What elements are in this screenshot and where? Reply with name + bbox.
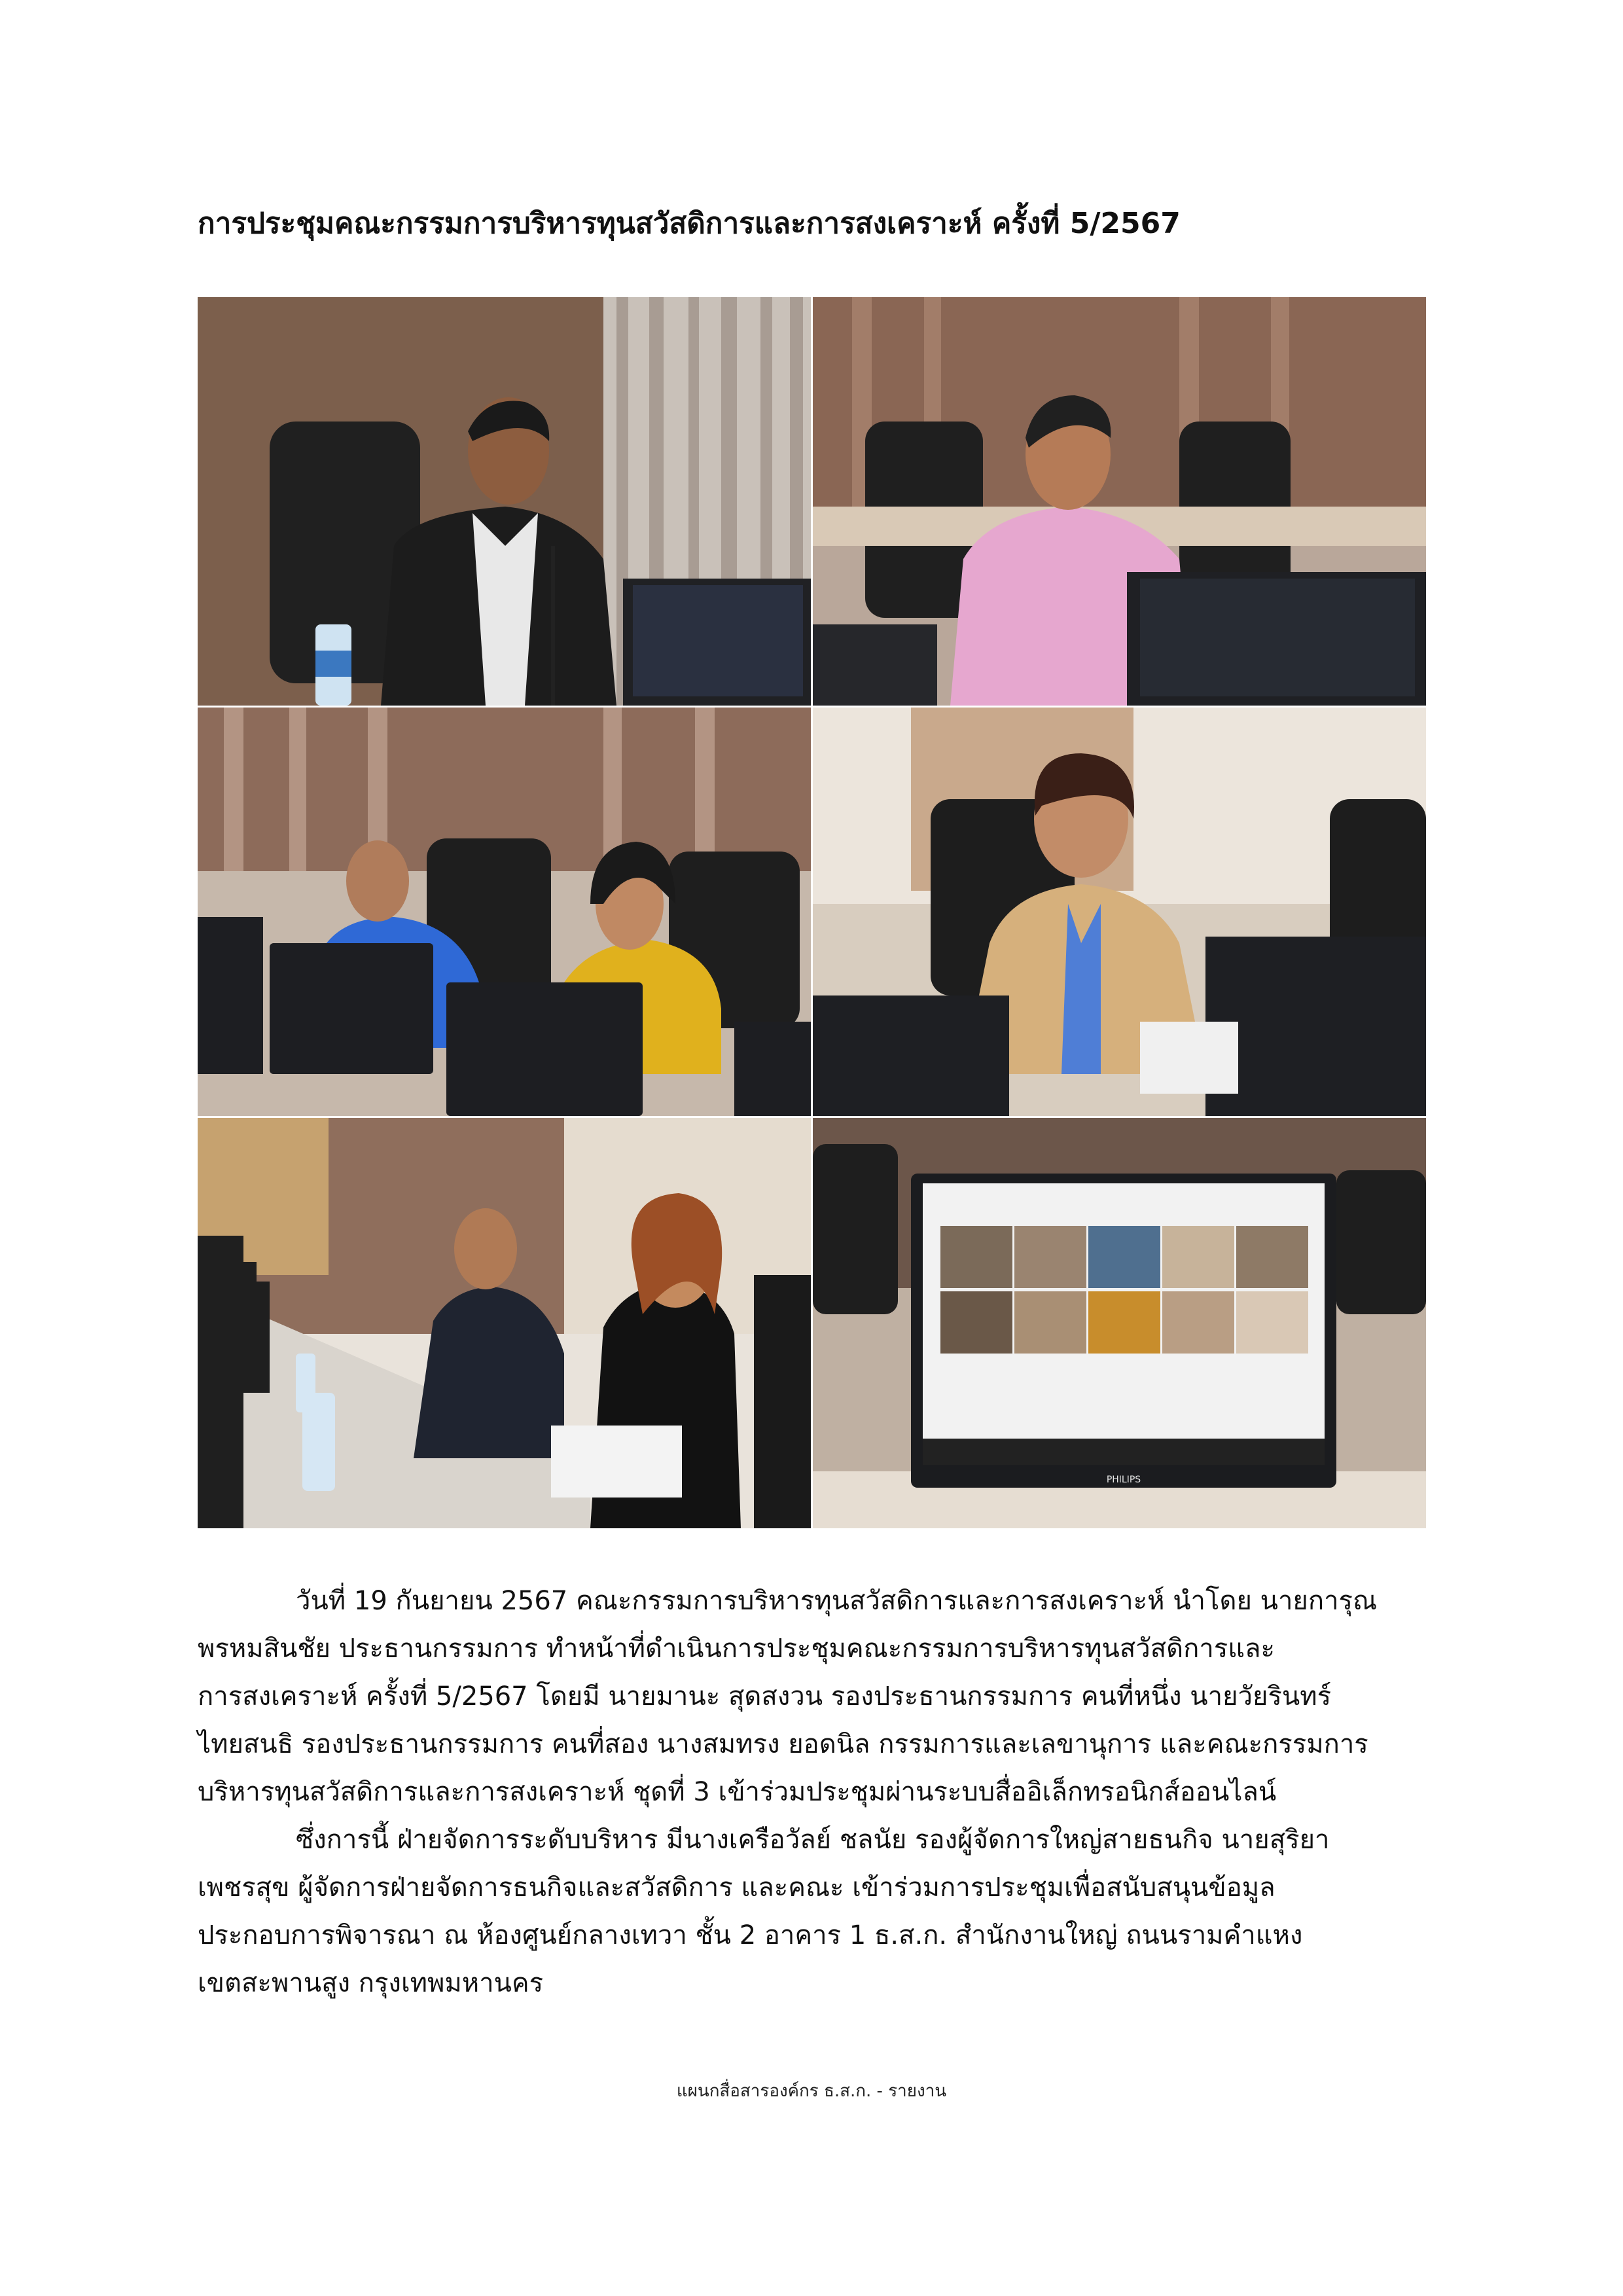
paragraph-2: [198, 1816, 1425, 2007]
paragraph-2-line: ซึ่งการนี้ ฝ่ายจัดการระดับบริหาร มีนางเครือวัลย์ ชลนัย รองผู้จัดการใหญ่สายธนกิจ นายสุริยา: [296, 1825, 1330, 1855]
photo-committee-members: [198, 708, 811, 1116]
photo-secretary: [813, 708, 1426, 1116]
paragraph-1-line: ไทยสนธิ รองประธานกรรมการ คนที่สอง นางสมทรง ยอดนิล กรรมการและเลขานุการ และคณะกรรมการ: [198, 1729, 1368, 1759]
paragraph-1-line: พรหมสินชัย ประธานกรรมการ ทำหน้าที่ดำเนินการประชุมคณะกรรมการบริหารทุนสวัสดิการและ: [198, 1634, 1275, 1664]
photo-chairman: [198, 297, 811, 706]
paragraph-2-line: ประกอบการพิจารณา ณ ห้องศูนย์กลางเทวา ชั้น 2 อาคาร 1 ธ.ส.ก. สำนักงานใหญ่ ถนนรามคำแหง: [198, 1920, 1303, 1950]
paragraph-2-line: เพชรสุข ผู้จัดการฝ่ายจัดการธนกิจและสวัสดิการ และคณะ เข้าร่วมการประชุมเพื่อสนับสนุนข้อมูล: [198, 1873, 1275, 1903]
report-footer: แผนกสื่อสารองค์กร ธ.ส.ก. - รายงาน: [676, 2081, 947, 2101]
photo-online-meeting-monitor: [813, 1118, 1426, 1528]
paragraph-2-line: เขตสะพานสูง กรุงเทพมหานคร: [198, 1968, 544, 1998]
document-title: การประชุมคณะกรรมการบริหารทุนสวัสดิการและการสงเคราะห์ ครั้งที่ 5/2567: [198, 207, 1181, 240]
photo-meeting-room: [198, 1118, 811, 1528]
monitor-brand-label: PHILIPS: [1106, 1475, 1141, 1485]
paragraph-1-line: การสงเคราะห์ ครั้งที่ 5/2567 โดยมี นายมานะ สุดสงวน รองประธานกรรมการ คนที่หนึ่ง นายวัยรินทร์: [198, 1681, 1332, 1712]
photo-vice-chairman: [813, 297, 1426, 706]
paragraph-1-line: วันที่ 19 กันยายน 2567 คณะกรรมการบริหารทุนสวัสดิการและการสงเคราะห์ นำโดย นายการุณ: [296, 1586, 1378, 1616]
paragraph-1: [198, 1577, 1425, 1816]
photo-collage: [198, 297, 1426, 1528]
document-body: [198, 1577, 1425, 2007]
paragraph-1-line: บริหารทุนสวัสดิการและการสงเคราะห์ ชุดที่ 3 เข้าร่วมประชุมผ่านระบบสื่ออิเล็กทรอนิกส์ออนไลน์: [198, 1777, 1277, 1807]
